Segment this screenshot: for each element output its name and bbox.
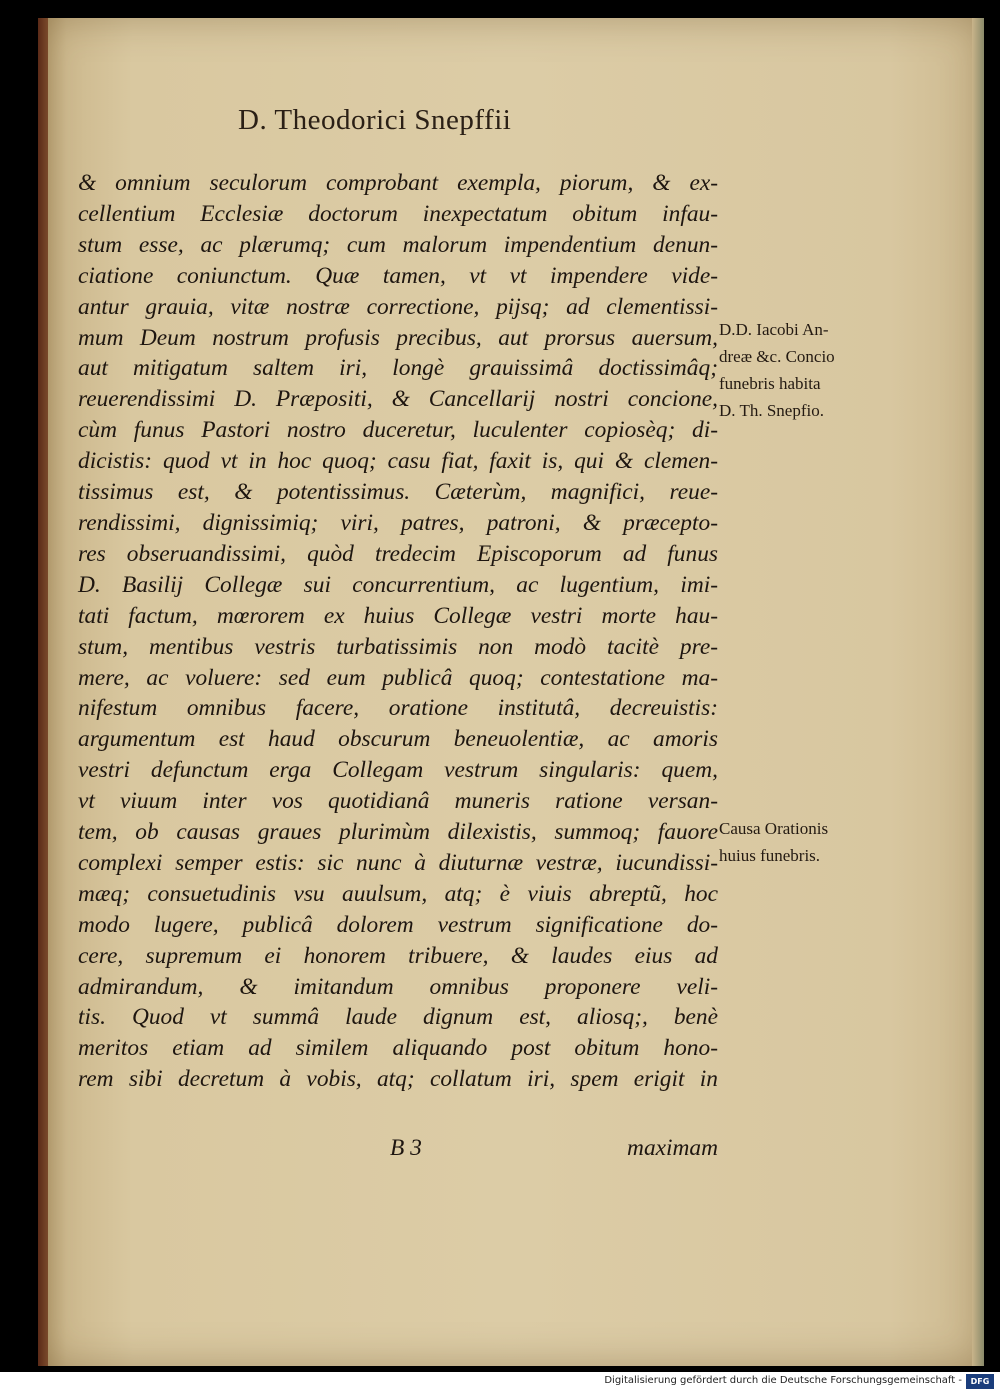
body-line: reuerendissimi D. Præpositi, & Cancellarij nostri concione,	[78, 386, 718, 413]
body-text	[78, 168, 718, 1095]
body-line: meritos etiam ad similem aliquando post obitum hono-	[78, 1035, 718, 1062]
catchword: maximam	[627, 1135, 718, 1161]
running-head: D. Theodorici Snepffii	[238, 104, 512, 136]
body-line: tati factum, mœrorem ex huius Collegæ vestri morte hau-	[78, 602, 718, 629]
body-line: cere, supremum ei honorem tribuere, & laudes eius ad	[78, 942, 718, 969]
dfg-logo: DFG	[966, 1374, 994, 1389]
margin-note	[719, 815, 828, 869]
body-line: rem sibi decretum à vobis, atq; collatum iri, spem erigit in	[78, 1066, 718, 1093]
body-line: cellentium Ecclesiæ doctorum inexpectatum obitum infau-	[78, 200, 718, 227]
page-right-edge	[972, 18, 984, 1366]
body-line: D. Basilij Collegæ sui concurrentium, ac lugentium, imi-	[78, 571, 718, 598]
body-line: mum Deum nostrum profusis precibus, aut prorsus auersum,	[78, 324, 718, 351]
body-line: stum, mentibus vestris turbatissimis non modò tacitè pre-	[78, 633, 718, 660]
body-line: res obseruandissimi, quòd tredecim Episcoporum ad funus	[78, 540, 718, 567]
body-line: mere, ac voluere: sed eum publicâ quoq; contestatione ma-	[78, 664, 718, 691]
body-line: ciatione coniunctum. Quæ tamen, vt vt impendere vide-	[78, 262, 718, 289]
funding-credit: Digitalisierung gefördert durch die Deutsche Forschungsgemeinschaft -	[604, 1375, 962, 1386]
body-line: tem, ob causas graues plurimùm dilexistis, summoq; fauore	[78, 819, 718, 846]
margin-note-line: dreæ &c. Concio	[719, 347, 835, 366]
credit-bar	[0, 1372, 1000, 1392]
page-binding-edge	[38, 18, 48, 1366]
body-line: tissimus est, & potentissimus. Cæterùm, magnifici, reue-	[78, 479, 718, 506]
body-line: aut mitigatum saltem iri, longè grauissimâ doctissimâq;	[78, 355, 718, 382]
body-line: mæq; consuetudinis vsu auulsum, atq; è viuis abreptũ, hoc	[78, 880, 718, 907]
body-line: complexi semper estis: sic nunc à diuturnæ vestræ, iucundissi-	[78, 849, 718, 876]
body-line: argumentum est haud obscurum beneuolentiæ, ac amoris	[78, 726, 718, 753]
body-line: tis. Quod vt summâ laude dignum est, aliosq;, benè	[78, 1004, 718, 1031]
margin-note-line: huius funebris.	[719, 846, 821, 865]
book-page	[38, 18, 984, 1366]
body-line: dicistis: quod vt in hoc quoq; casu fiat, faxit is, qui & clemen-	[78, 448, 718, 475]
body-line: vt viuum inter vos quotidianâ muneris ratione versan-	[78, 788, 718, 815]
body-line: admirandum, & imitandum omnibus proponere veli-	[78, 973, 718, 1000]
margin-note-line: funebris habita	[719, 374, 821, 393]
body-line: antur grauia, vitæ nostræ correctione, pijsq; ad clementissi-	[78, 293, 718, 320]
body-line: cùm funus Pastori nostro duceretur, luculenter copiosèq; di-	[78, 417, 718, 444]
margin-note-line: D. Th. Snepfio.	[719, 401, 824, 420]
body-line: nifestum omnibus facere, oratione institutâ, decreuistis:	[78, 695, 718, 722]
signature-mark: B 3	[390, 1135, 422, 1161]
body-line: rendissimi, dignissimiq; viri, patres, patroni, & præcepto-	[78, 509, 718, 536]
margin-note	[719, 316, 835, 424]
body-line: modo lugere, publicâ dolorem vestrum significatione do-	[78, 911, 718, 938]
margin-note-line: Causa Orationis	[719, 819, 829, 838]
body-line: stum esse, ac plærumq; cum malorum impendentium denun-	[78, 231, 718, 258]
page-footer-line	[78, 1135, 718, 1169]
margin-note-line: D.D. Iacobi An-	[719, 320, 829, 339]
body-line: & omnium seculorum comprobant exempla, piorum, & ex-	[78, 170, 718, 196]
body-line: vestri defunctum erga Collegam vestrum singularis: quem,	[78, 757, 718, 784]
